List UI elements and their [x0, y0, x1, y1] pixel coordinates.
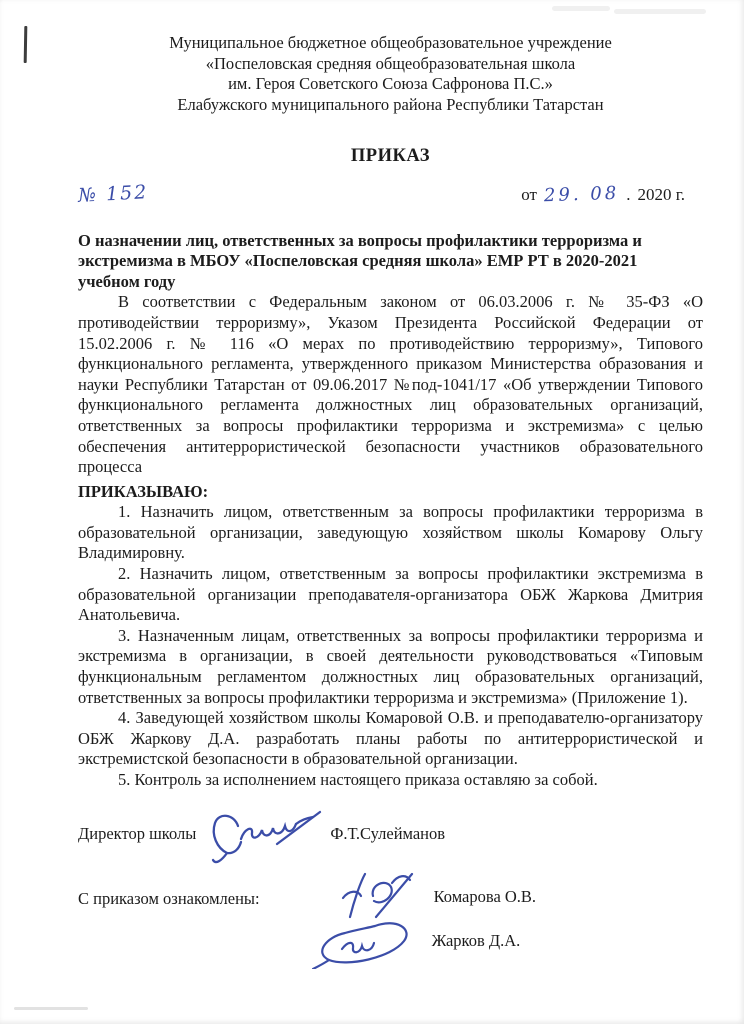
order-number-handwritten: [78, 182, 149, 206]
organization-header: [78, 33, 703, 115]
order-item-3: 3. Назначенным лицам, ответственных за вопросы профилактики терроризма и экстремизма в организации, в своей деятельности руководствоваться «Типовым функциональным регламентом должностных лиц образовательных организаций, ответственных за вопросы профилактики терроризма и экстремизма» (Приложение 1).: [78, 625, 703, 707]
date-dot: .: [626, 184, 631, 204]
director-label: Директор школы: [78, 824, 197, 844]
date-handwritten: 29. 08: [543, 182, 620, 207]
order-heading: ПРИКАЗЫВАЮ:: [78, 481, 209, 501]
date-prefix: от: [521, 184, 537, 204]
number-sign: №: [77, 183, 99, 207]
acknowledged-label: С приказом ознакомлены:: [78, 888, 260, 908]
order-item-2: 2. Назначить лицом, ответственным за вопросы профилактики экстремизма в образовательной организации преподавателя-организатора ОБЖ Жаркова Дмитрия Анатольевича.: [78, 564, 703, 625]
zharkov-signature: [312, 917, 418, 969]
director-signature-icon: [206, 808, 324, 868]
scan-pen-mark: [24, 26, 28, 63]
komarova-signature: [334, 871, 420, 919]
acknowledged-rows: [334, 877, 536, 963]
scan-smudge: [552, 6, 610, 11]
order-item-1: 1. Назначить лицом, ответственным за вопросы профилактики терроризма в образовательной организации, заведующую хозяйством школы Комарову Ольгу Владимировну.: [78, 502, 703, 563]
document-type-title: ПРИКАЗ: [350, 146, 431, 167]
order-item-4: 4. Заведующей хозяйством школы Комаровой О.В. и преподавателю-организатору ОБЖ Жаркову Д.А. разработать планы работы по антитеррористической и экстремистской безопасности в образовательной организации.: [78, 708, 703, 769]
scan-smudge: [614, 9, 706, 14]
number-date-row: [77, 181, 703, 207]
komarova-signature-icon: [334, 871, 420, 919]
director-signature-row: [78, 807, 703, 863]
director-name: Ф.Т.Сулейманов: [330, 824, 446, 844]
order-subject: О назначении лиц, ответственных за вопросы профилактики терроризма и экстремизма в МБОУ «Поспеловская средняя школа» ЕМР РТ в 2020-2021 учебном году: [78, 230, 642, 291]
order-date: [521, 182, 685, 207]
acknowledged-row-zharkov: [334, 921, 536, 963]
order-item-5: 5. Контроль за исполнением настоящего приказа оставляю за собой.: [118, 770, 598, 789]
acknowledged-name-komarova: Комарова О.В.: [433, 887, 537, 907]
org-header-line-1: Муниципальное бюджетное общеобразовательное учреждение: [169, 33, 612, 52]
org-header-line-3: им. Героя Советского Союза Сафронова П.С.»: [228, 74, 553, 94]
order-preamble: В соответствии с Федеральным законом от 06.03.2006 г. № 35-ФЗ «О противодействии терроризму», Указом Президента Российской Федерации от 15.02.2006 г. № 116 «О мерах по противодействию терроризму», Типового функционального регламента, утвержденного приказом Министерства образования и науки Республики Татарстан от 09.06.2017 №под-1041/17 «Об утверждении Типового функционального регламента должностных лиц образовательных организаций, ответственных за вопросы профилактики терроризма и экстремизма» с целью обеспечения антитеррористической безопасности участников образовательного процесса: [78, 292, 703, 477]
director-signature: [206, 808, 324, 868]
scan-smudge: [14, 1007, 88, 1010]
document-content: [78, 33, 703, 963]
date-year: 2020 г.: [637, 184, 685, 204]
zharkov-signature-icon: [312, 917, 418, 969]
acknowledged-row-komarova: [334, 877, 536, 919]
number-value: 152: [105, 181, 149, 206]
org-header-line-4: Елабужского муниципального района Республики Татарстан: [177, 94, 604, 114]
acknowledgement-block: [78, 877, 703, 963]
acknowledged-name-zharkov: Жарков Д.А.: [431, 931, 521, 951]
org-header-line-2: «Поспеловская средняя общеобразовательная школа: [205, 53, 576, 73]
